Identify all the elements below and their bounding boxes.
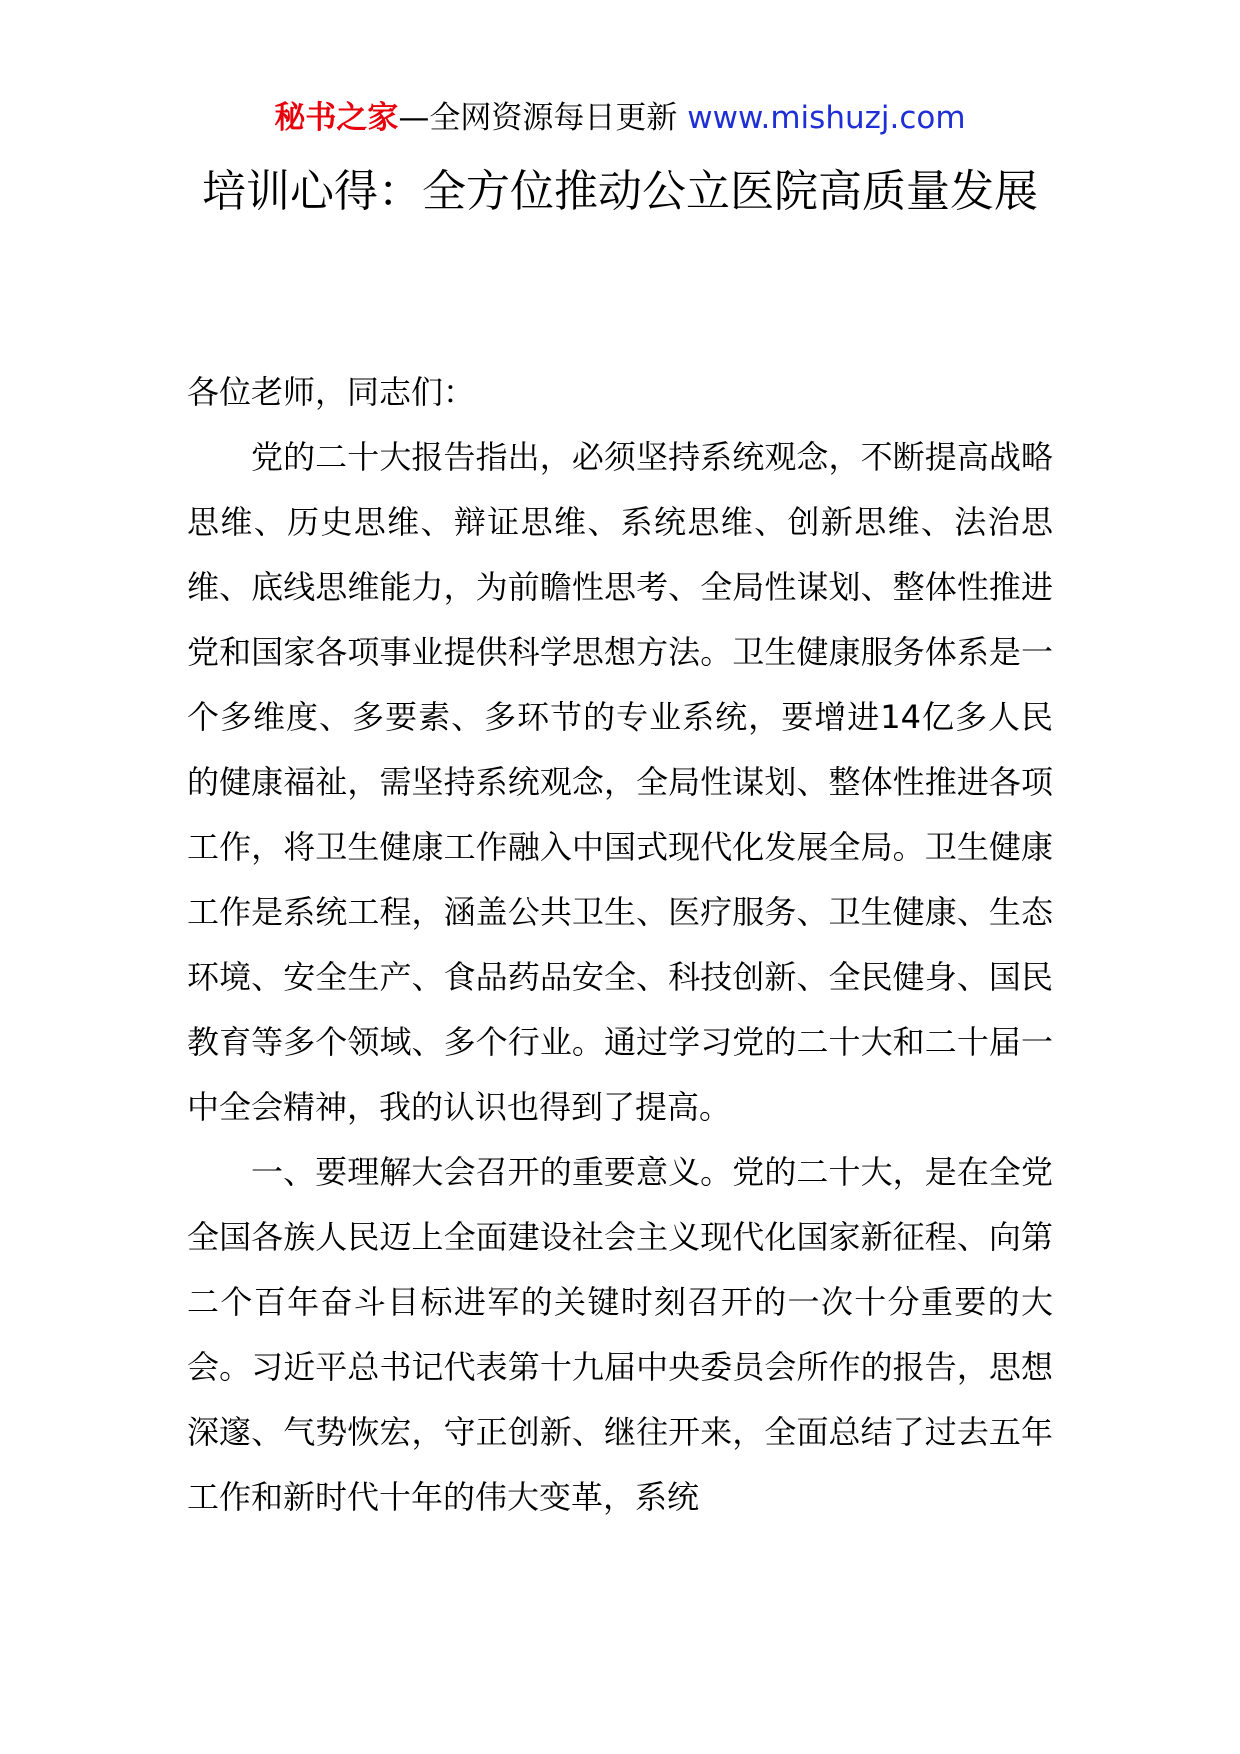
site-brand: 秘书之家 (274, 100, 399, 136)
document-body (187, 360, 1053, 1530)
paragraph: 一、要理解大会召开的重要意义。党的二十大，是在全党全国各族人民迈上全面建设社会主义现代化国家新征程、向第二个百年奋斗目标进军的关键时刻召开的一次十分重要的大会。习近平总书记代表第十九届中央委员会所作的报告，思想深邃、气势恢宏，守正创新、继往开来，全面总结了过去五年工作和新时代十年的伟大变革，系统 (187, 1153, 1053, 1516)
document-title: 培训心得：全方位推动公立医院高质量发展 (202, 166, 1038, 217)
salutation: 各位老师，同志们： (187, 373, 476, 411)
site-tagline: —全网资源每日更新 (398, 100, 688, 136)
site-header (0, 98, 1240, 138)
site-url-link[interactable]: www.mishuzj.com (687, 100, 966, 136)
paragraph: 党的二十大报告指出，必须坚持系统观念，不断提高战略思维、历史思维、辩证思维、系统思维、创新思维、法治思维、底线思维能力，为前瞻性思考、全局性谋划、整体性推进党和国家各项事业提供科学思想方法。卫生健康服务体系是一个多维度、多要素、多环节的专业系统，要增进14亿多人民的健康福祉，需坚持系统观念，全局性谋划、整体性推进各项工作，将卫生健康工作融入中国式现代化发展全局。卫生健康工作是系统工程，涵盖公共卫生、医疗服务、卫生健康、生态环境、安全生产、食品药品安全、科技创新、全民健身、国民教育等多个领域、多个行业。通过学习党的二十大和二十届一中全会精神，我的认识也得到了提高。 (187, 438, 1053, 1126)
